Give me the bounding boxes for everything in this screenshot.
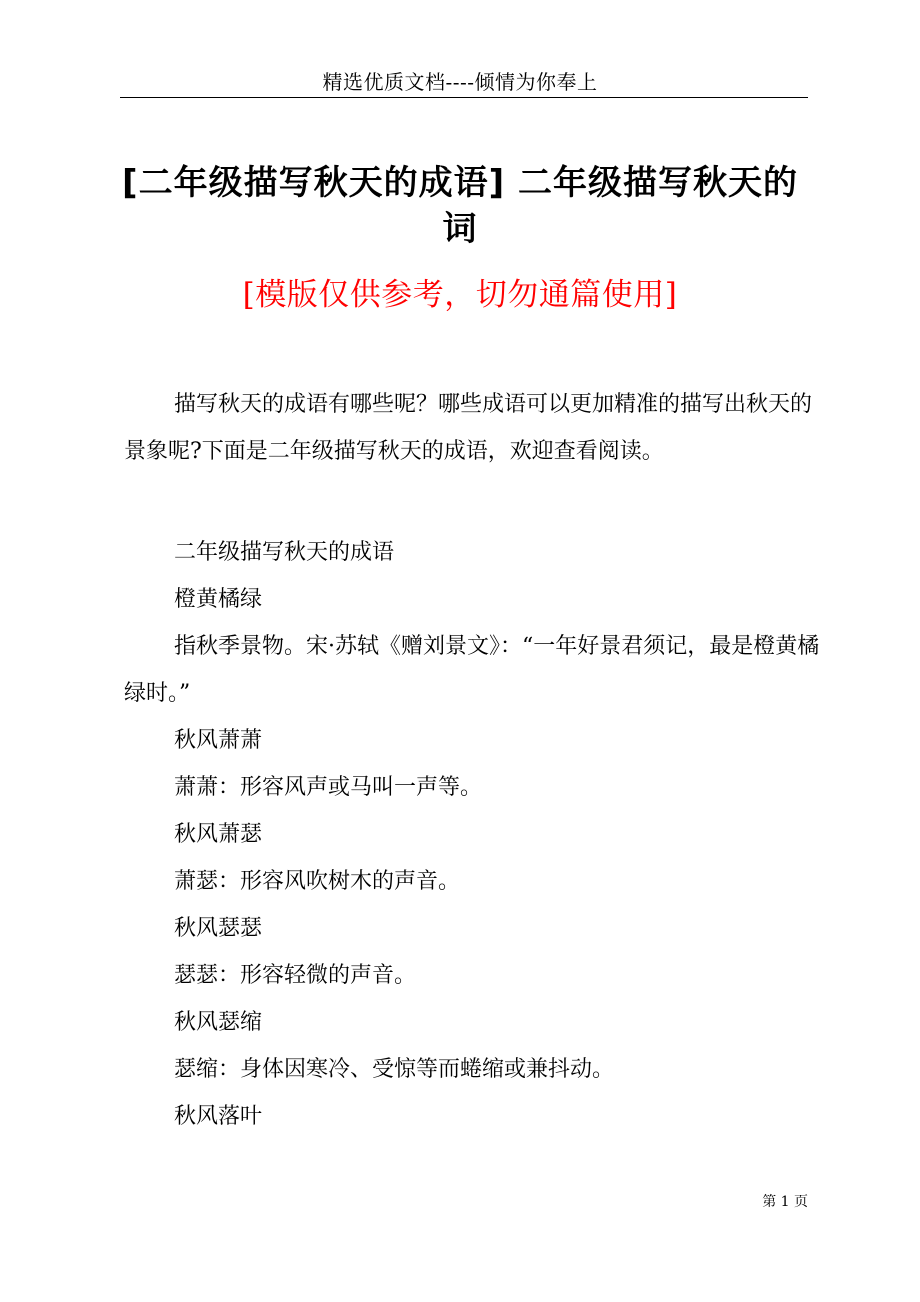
list-line: 瑟缩：身体因寒冷、受惊等而蜷缩或兼抖动。 <box>174 1057 615 1082</box>
page-number: 第 1 页 <box>762 1194 808 1210</box>
list-line: 指秋季景物。宋·苏轼《赠刘景文》：“一年好景君须记，最是橙黄橘绿时。” <box>124 634 820 706</box>
list-line: 秋风落叶 <box>174 1104 263 1129</box>
list-line: 萧瑟：形容风吹树木的声音。 <box>174 869 461 894</box>
list-line: 瑟瑟：形容轻微的声音。 <box>174 963 417 988</box>
document-subtitle: [模版仅供参考，切勿通篇使用] <box>242 277 678 313</box>
list-line: 秋风瑟瑟 <box>174 916 263 941</box>
list-line: 二年级描写秋天的成语 <box>174 540 395 565</box>
list-line: 橙黄橘绿 <box>174 587 263 612</box>
header-divider <box>120 97 808 98</box>
intro-paragraph: 描写秋天的成语有哪些呢？哪些成语可以更加精准的描写出秋天的景象呢?下面是二年级描写秋天的成语，欢迎查看阅读。 <box>124 392 813 464</box>
list-line: 秋风萧瑟 <box>174 822 263 847</box>
list-line: 萧萧：形容风声或马叫一声等。 <box>174 775 483 800</box>
list-line: 秋风瑟缩 <box>174 1010 263 1035</box>
page-header: 精选优质文档----倾情为你奉上 <box>322 70 598 94</box>
document-title: [二年级描写秋天的成语] 二年级描写秋天的词 <box>122 163 798 249</box>
idiom-list <box>124 529 824 1140</box>
list-line: 秋风萧萧 <box>174 728 263 753</box>
